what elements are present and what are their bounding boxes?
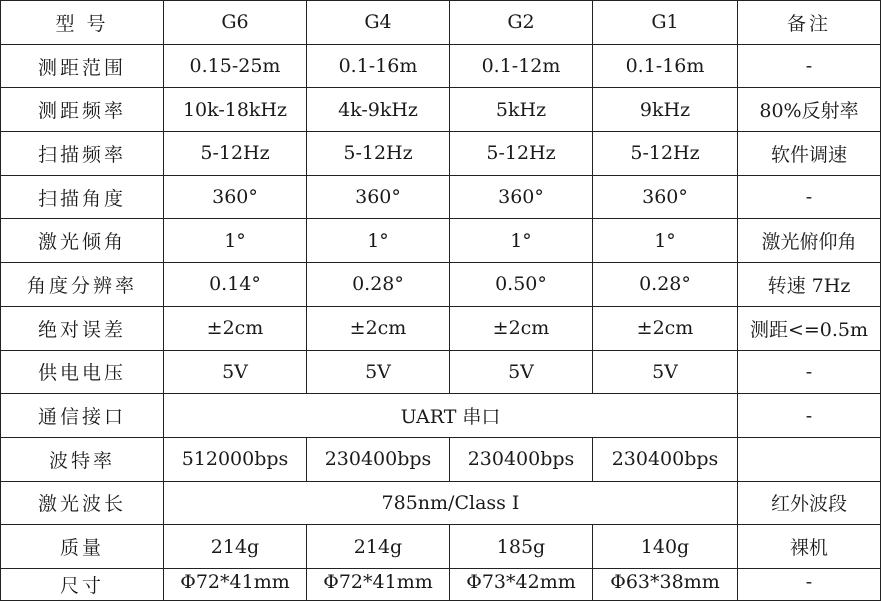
- cell-g1: 230400bps: [593, 437, 738, 481]
- cell-g2: 0.1-12m: [450, 44, 593, 88]
- cell-g4: ±2cm: [307, 306, 450, 350]
- cell-g2: Φ73*42mm: [450, 568, 593, 600]
- cell-g6: 10k-18kHz: [164, 88, 307, 132]
- cell-remark: 转速 7Hz: [738, 263, 881, 307]
- table-row: [1, 525, 881, 569]
- row-label: 扫描角度: [1, 175, 164, 219]
- model-header: 型 号: [1, 1, 164, 45]
- table-row: [1, 44, 881, 88]
- row-label: 质量: [1, 525, 164, 569]
- cell-g4: 1°: [307, 219, 450, 263]
- cell-remark: 裸机: [738, 525, 881, 569]
- cell-g1: 9kHz: [593, 88, 738, 132]
- cell-remark: -: [738, 44, 881, 88]
- cell-g4: 4k-9kHz: [307, 88, 450, 132]
- cell-g4: Φ72*41mm: [307, 568, 450, 600]
- cell-g4: 5V: [307, 350, 450, 394]
- cell-remark: 激光俯仰角: [738, 219, 881, 263]
- cell-g6: 0.14°: [164, 263, 307, 307]
- cell-g1: 360°: [593, 175, 738, 219]
- g1-header: G1: [593, 1, 738, 45]
- cell-g4: 230400bps: [307, 437, 450, 481]
- table-row: [1, 350, 881, 394]
- table-row: [1, 481, 881, 525]
- cell-g1: 5-12Hz: [593, 132, 738, 176]
- cell-g4: 360°: [307, 175, 450, 219]
- cell-g6: 214g: [164, 525, 307, 569]
- cell-g1: ±2cm: [593, 306, 738, 350]
- cell-g2: 1°: [450, 219, 593, 263]
- cell-g2: 5-12Hz: [450, 132, 593, 176]
- table-row: [1, 175, 881, 219]
- cell-g1: 140g: [593, 525, 738, 569]
- table-row: [1, 88, 881, 132]
- cell-remark: 红外波段: [738, 481, 881, 525]
- cell-remark: [738, 437, 881, 481]
- table-row: [1, 437, 881, 481]
- row-label: 测距频率: [1, 88, 164, 132]
- cell-g2: 360°: [450, 175, 593, 219]
- cell-g4: 214g: [307, 525, 450, 569]
- table-row: [1, 306, 881, 350]
- row-label: 测距范围: [1, 44, 164, 88]
- cell-merged: UART 串口: [164, 394, 738, 438]
- row-label: 供电电压: [1, 350, 164, 394]
- cell-merged: 785nm/Class I: [164, 481, 738, 525]
- cell-g1: 0.1-16m: [593, 44, 738, 88]
- table-row: [1, 394, 881, 438]
- table-row: [1, 132, 881, 176]
- cell-g6: 360°: [164, 175, 307, 219]
- cell-g6: 0.15-25m: [164, 44, 307, 88]
- row-label: 波特率: [1, 437, 164, 481]
- cell-g1: Φ63*38mm: [593, 568, 738, 600]
- cell-g4: 0.1-16m: [307, 44, 450, 88]
- row-label: 角度分辨率: [1, 263, 164, 307]
- cell-g1: 1°: [593, 219, 738, 263]
- cell-g2: 5V: [450, 350, 593, 394]
- table-header-row: [1, 1, 881, 45]
- cell-remark: 80%反射率: [738, 88, 881, 132]
- row-label: 绝对误差: [1, 306, 164, 350]
- cell-g6: Φ72*41mm: [164, 568, 307, 600]
- g6-header: G6: [164, 1, 307, 45]
- table-row: [1, 263, 881, 307]
- cell-remark: 软件调速: [738, 132, 881, 176]
- cell-remark: -: [738, 394, 881, 438]
- cell-g6: 512000bps: [164, 437, 307, 481]
- cell-remark: 测距<=0.5m: [738, 306, 881, 350]
- remark-header: 备注: [738, 1, 881, 45]
- cell-g2: 185g: [450, 525, 593, 569]
- row-label: 通信接口: [1, 394, 164, 438]
- row-label: 尺寸: [1, 568, 164, 600]
- table-row: [1, 568, 881, 600]
- table-row: [1, 219, 881, 263]
- cell-remark: -: [738, 175, 881, 219]
- cell-g6: 5-12Hz: [164, 132, 307, 176]
- cell-g6: 1°: [164, 219, 307, 263]
- cell-g4: 5-12Hz: [307, 132, 450, 176]
- row-label: 激光倾角: [1, 219, 164, 263]
- cell-g4: 0.28°: [307, 263, 450, 307]
- cell-g2: ±2cm: [450, 306, 593, 350]
- cell-g2: 5kHz: [450, 88, 593, 132]
- cell-g1: 5V: [593, 350, 738, 394]
- cell-g6: ±2cm: [164, 306, 307, 350]
- cell-g1: 0.28°: [593, 263, 738, 307]
- cell-g2: 0.50°: [450, 263, 593, 307]
- cell-remark: -: [738, 568, 881, 600]
- row-label: 激光波长: [1, 481, 164, 525]
- cell-remark: -: [738, 350, 881, 394]
- cell-g2: 230400bps: [450, 437, 593, 481]
- g2-header: G2: [450, 1, 593, 45]
- g4-header: G4: [307, 1, 450, 45]
- row-label: 扫描频率: [1, 132, 164, 176]
- cell-g6: 5V: [164, 350, 307, 394]
